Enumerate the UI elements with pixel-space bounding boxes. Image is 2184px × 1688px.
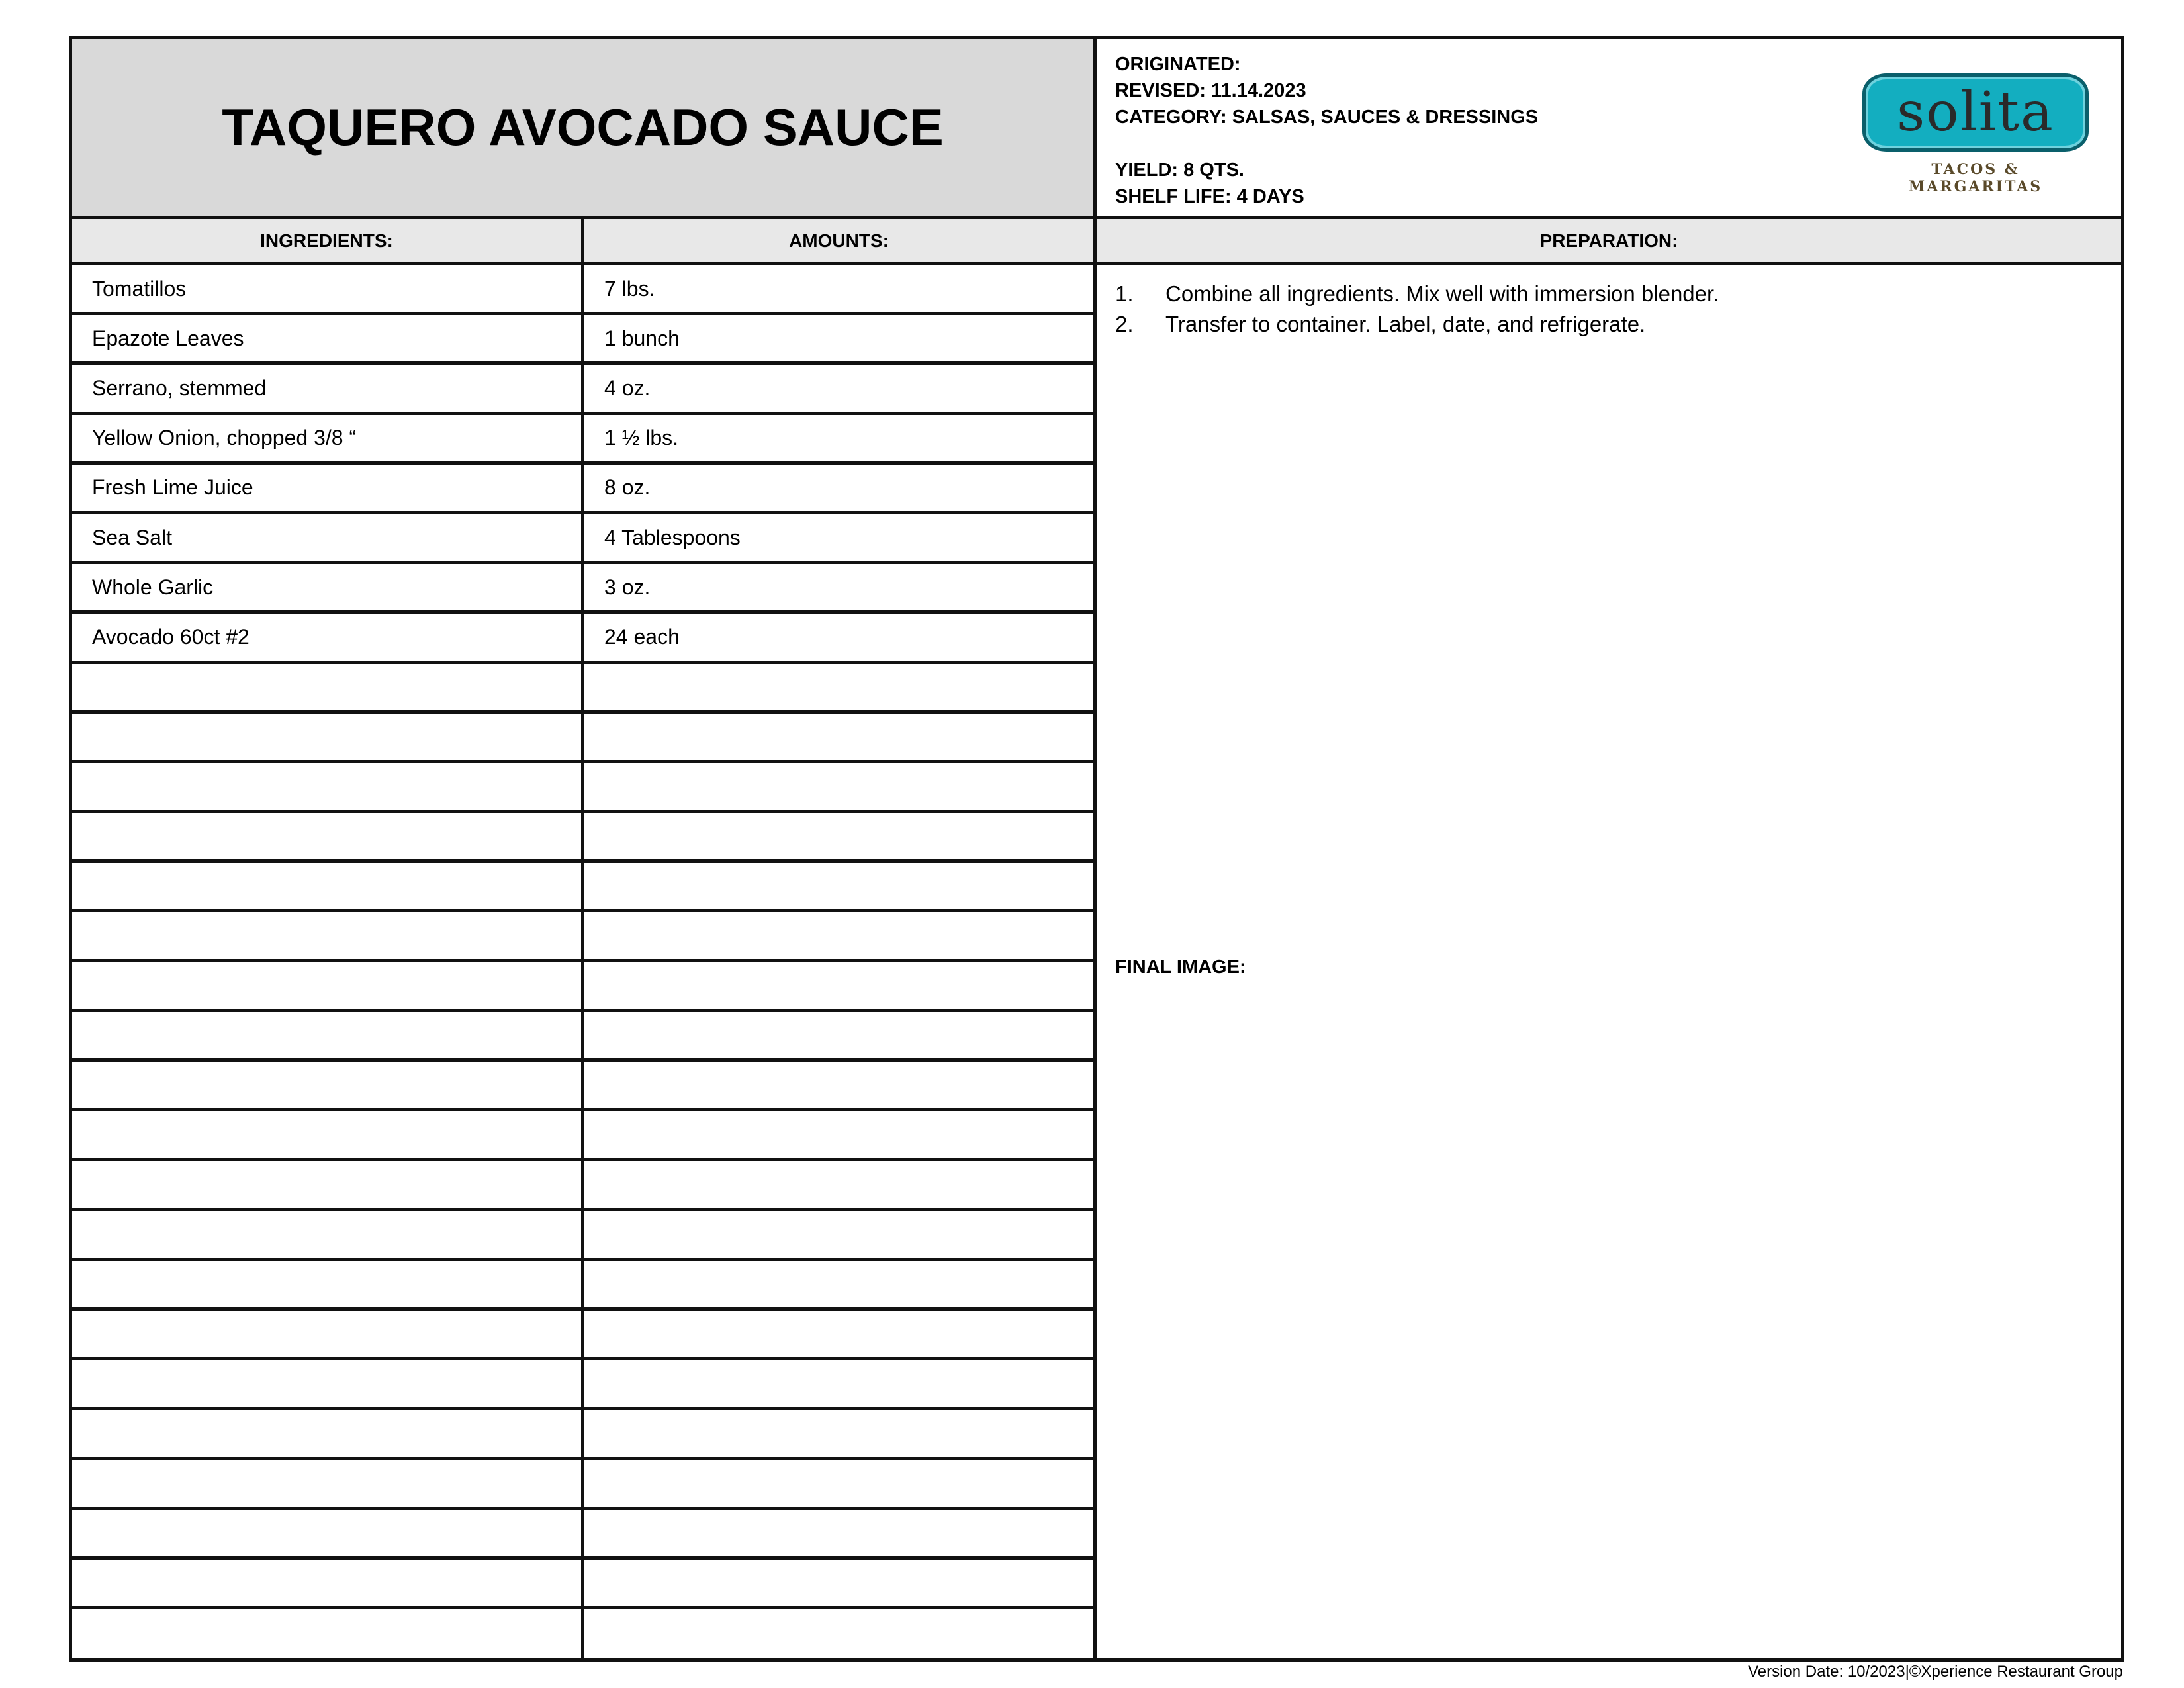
amount-cell (584, 962, 1097, 1009)
preparation-panel (1097, 265, 2121, 1658)
amount-cell: 4 oz. (584, 365, 1097, 411)
ingredient-cell: Tomatillos (72, 265, 584, 312)
amount-cell: 7 lbs. (584, 265, 1097, 312)
amount-cell (584, 1410, 1097, 1456)
ingredient-cell: Whole Garlic (72, 564, 584, 610)
step-text: Combine all ingredients. Mix well with immersion blender. (1165, 281, 1719, 306)
final-image-label: FINAL IMAGE: (1115, 957, 1246, 978)
table-row (72, 1062, 1097, 1111)
meta-panel (1097, 39, 2121, 219)
meta-info (1115, 51, 1538, 210)
ingredient-cell: Epazote Leaves (72, 315, 584, 361)
ingredient-cell: Serrano, stemmed (72, 365, 584, 411)
table-row (72, 664, 1097, 714)
ingredient-cell (72, 1510, 584, 1556)
recipe-card (69, 36, 2124, 1662)
amount-cell (584, 1311, 1097, 1357)
yield-line: YIELD: 8 QTS. (1115, 160, 1244, 181)
ingredient-cell (72, 1560, 584, 1606)
ingredient-cell (72, 1410, 584, 1456)
ingredient-cell (72, 1111, 584, 1158)
amount-cell (584, 1012, 1097, 1058)
ingredient-cell: Sea Salt (72, 514, 584, 561)
amount-cell (584, 1609, 1097, 1659)
table-row (72, 1111, 1097, 1161)
ingredient-cell (72, 912, 584, 959)
ingredient-cell (72, 1261, 584, 1307)
table-row (72, 813, 1097, 863)
table-row (72, 962, 1097, 1012)
ingredient-cell (72, 1360, 584, 1407)
table-row (72, 514, 1097, 564)
step-number: 2. (1115, 312, 1134, 336)
ingredient-cell (72, 813, 584, 859)
table-row (72, 1410, 1097, 1460)
table-row (72, 763, 1097, 813)
amount-cell (584, 1211, 1097, 1258)
table-row (72, 564, 1097, 614)
amount-cell: 1 ½ lbs. (584, 415, 1097, 461)
ingredient-cell (72, 664, 584, 710)
table-row (72, 1360, 1097, 1410)
step-text: Transfer to container. Label, date, and refrigerate. (1165, 312, 1646, 336)
amount-cell (584, 763, 1097, 810)
step-number: 1. (1115, 281, 1134, 306)
amount-cell (584, 863, 1097, 909)
table-row (72, 415, 1097, 465)
originated-line: ORIGINATED: (1115, 54, 1241, 75)
table-row (72, 1161, 1097, 1211)
shelf-life-line: SHELF LIFE: 4 DAYS (1115, 186, 1304, 207)
table-row (72, 265, 1097, 315)
amounts-header: AMOUNTS: (584, 219, 1097, 262)
table-row (72, 863, 1097, 912)
ingredient-cell (72, 763, 584, 810)
table-row (72, 315, 1097, 365)
category-line: CATEGORY: SALSAS, SAUCES & DRESSINGS (1115, 107, 1539, 128)
ingredient-cell (72, 1211, 584, 1258)
preparation-steps (1115, 279, 1719, 340)
table-row (72, 1261, 1097, 1311)
recipe-title: TAQUERO AVOCADO SAUCE (222, 98, 944, 156)
ingredient-cell (72, 1311, 584, 1357)
version-footer: Version Date: 10/2023|©Xperience Restaurant Group (1748, 1663, 2123, 1681)
amount-cell (584, 1111, 1097, 1158)
table-row (72, 912, 1097, 962)
table-row (72, 465, 1097, 514)
table-row (72, 1311, 1097, 1360)
logo-wordmark: solita (1897, 81, 2054, 144)
logo-badge (1862, 73, 2089, 152)
table-row (72, 365, 1097, 414)
amount-cell (584, 1161, 1097, 1207)
amount-cell: 8 oz. (584, 465, 1097, 511)
amount-cell (584, 1360, 1097, 1407)
amount-cell: 3 oz. (584, 564, 1097, 610)
table-row (72, 1609, 1097, 1659)
column-header-row (72, 219, 2121, 265)
ingredient-cell (72, 962, 584, 1009)
revised-line: REVISED: 11.14.2023 (1115, 80, 1306, 101)
amount-cell: 4 Tablespoons (584, 514, 1097, 561)
amount-cell (584, 1261, 1097, 1307)
amount-cell (584, 813, 1097, 859)
amount-cell (584, 1510, 1097, 1556)
preparation-header: PREPARATION: (1539, 230, 1678, 251)
amount-cell (584, 1062, 1097, 1108)
preparation-step (1115, 279, 1719, 309)
amount-cell (584, 1560, 1097, 1606)
ingredient-cell (72, 1609, 584, 1659)
amount-cell: 24 each (584, 614, 1097, 660)
table-row (72, 1510, 1097, 1560)
amount-cell (584, 714, 1097, 760)
solita-logo (1862, 73, 2089, 195)
preparation-step (1115, 309, 1719, 340)
title-panel (72, 39, 1097, 219)
ingredient-cell (72, 1012, 584, 1058)
amount-cell (584, 664, 1097, 710)
ingredient-cell: Fresh Lime Juice (72, 465, 584, 511)
table-row (72, 1012, 1097, 1062)
ingredients-header: INGREDIENTS: (72, 219, 584, 262)
amount-cell (584, 1460, 1097, 1507)
amount-cell (584, 912, 1097, 959)
table-row (72, 614, 1097, 663)
logo-tagline: TACOS & MARGARITAS (1908, 161, 2043, 195)
table-row (72, 1211, 1097, 1261)
table-row (72, 1560, 1097, 1609)
amount-cell: 1 bunch (584, 315, 1097, 361)
table-row (72, 714, 1097, 763)
ingredient-cell: Yellow Onion, chopped 3/8 “ (72, 415, 584, 461)
ingredient-cell (72, 863, 584, 909)
ingredient-cell (72, 1161, 584, 1207)
ingredient-cell (72, 714, 584, 760)
ingredient-cell (72, 1062, 584, 1108)
ingredients-table (72, 265, 1097, 1659)
ingredient-cell: Avocado 60ct #2 (72, 614, 584, 660)
ingredient-cell (72, 1460, 584, 1507)
table-row (72, 1460, 1097, 1510)
meta-spacer (1115, 130, 1538, 157)
